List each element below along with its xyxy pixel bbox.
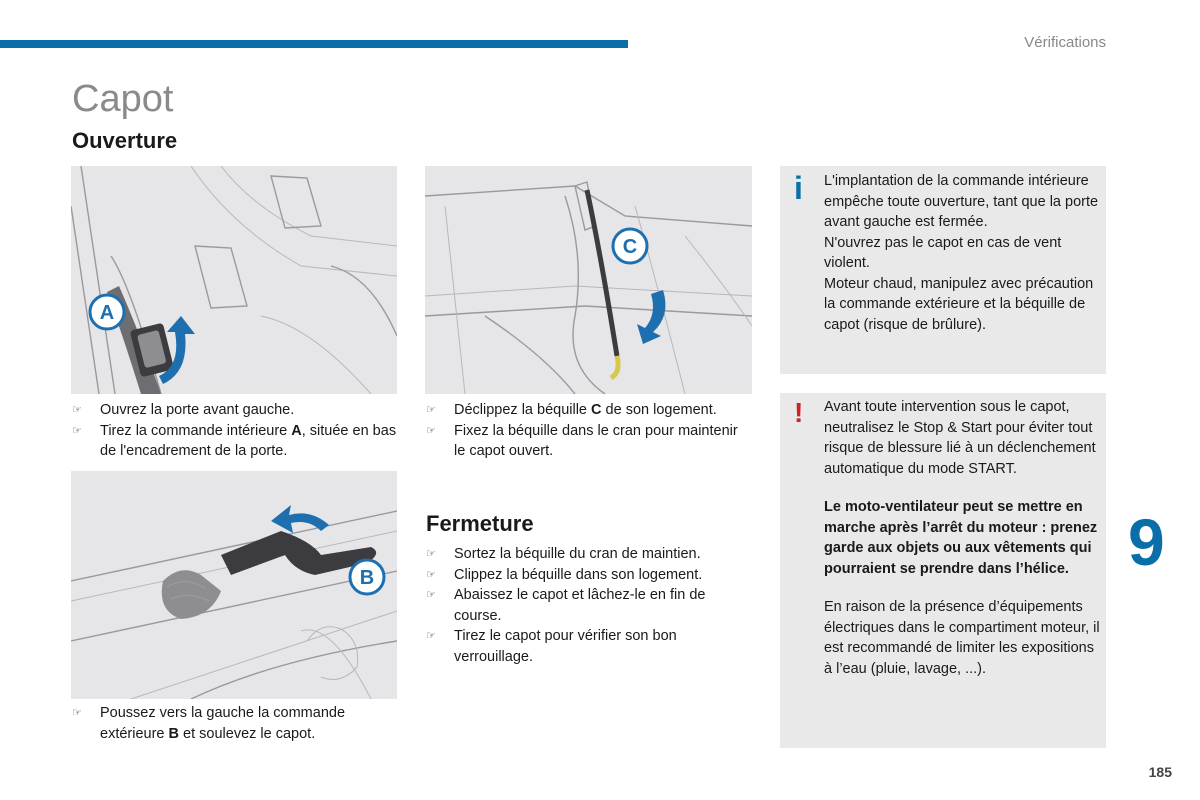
info-icon: i xyxy=(794,170,803,206)
opening-heading: Ouverture xyxy=(72,128,178,153)
step-item: ☞ Clippez la béquille dans son logement. xyxy=(426,565,752,586)
illustration-interior-release-a xyxy=(71,166,397,394)
bullet-icon: ☞ xyxy=(426,630,436,642)
chapter-number: 9 xyxy=(1128,505,1165,579)
illustration-exterior-release-b xyxy=(71,471,397,699)
callout-a xyxy=(90,295,124,329)
callout-c-letter: C xyxy=(622,236,638,258)
warning-intro: Avant toute intervention sous le capot, neutralisez le Stop & Start pour éviter tout risque de blessure lié à un déclenchement automatique du mode START. xyxy=(824,399,1096,477)
info-box xyxy=(780,166,1106,374)
page-number: 185 xyxy=(1148,764,1172,780)
bullet-icon: ☞ xyxy=(72,707,82,719)
header-accent-bar xyxy=(0,40,628,48)
hood-prop-drawing xyxy=(425,166,752,394)
steps-interior-release xyxy=(72,400,398,462)
warning-box xyxy=(780,393,1106,748)
steps-hood-prop xyxy=(426,400,752,462)
illustration-hood-prop-c xyxy=(425,166,752,394)
interior-release-drawing xyxy=(71,166,397,394)
warning-outro: En raison de la présence d’équipements électriques dans le compartiment moteur, il est recommandé de limiter les expositions à l’eau (pluie, lavage, ...). xyxy=(824,599,1100,677)
callout-c xyxy=(613,229,647,263)
bullet-icon: ☞ xyxy=(426,568,436,581)
closing-heading: Fermeture xyxy=(426,511,534,536)
step-item: ☞ Abaissez le capot et lâchez-le en fin de course. xyxy=(426,587,706,624)
step-item: ☞ Sortez la béquille du cran de maintien. xyxy=(426,544,752,565)
section-name: Vérifications xyxy=(1024,34,1106,51)
warning-bold: Le moto-ventilateur peut se mettre en marche après l’arrêt du moteur : prenez garde aux objets ou aux vêtements qui pourraient se prendre dans l’hélice. xyxy=(824,499,1098,577)
step-item: ☞ Tirez le capot pour vérifier son bon verrouillage. xyxy=(426,628,677,665)
bullet-icon: ☞ xyxy=(72,424,82,437)
info-text: N'ouvrez pas le capot en cas de vent violent. xyxy=(824,234,1062,271)
bullet-icon: ☞ xyxy=(426,404,436,416)
step-item: ☞ Ouvrez la porte avant gauche. xyxy=(72,400,398,421)
info-text: L'implantation de la commande intérieure empêche toute ouverture, tant que la porte avant gauche est fermée. xyxy=(824,173,1099,230)
steps-exterior-release xyxy=(72,703,398,744)
info-text: Moteur chaud, manipulez avec précaution la commande extérieure et la béquille de capot (risque de brûlure). xyxy=(824,275,1094,333)
callout-b xyxy=(350,560,384,594)
page-title: Capot xyxy=(72,78,174,120)
step-item: ☞ Tirez la commande intérieure A, située en bas de l'encadrement de la porte. xyxy=(72,422,397,459)
bullet-icon: ☞ xyxy=(72,404,82,416)
step-item: ☞ Fixez la béquille dans le cran pour maintenir le capot ouvert. xyxy=(426,422,738,459)
step-item: ☞ Déclippez la béquille C de son logement. xyxy=(426,400,752,421)
exterior-release-drawing xyxy=(71,471,397,699)
bullet-icon: ☞ xyxy=(426,548,436,560)
warning-icon: ! xyxy=(794,397,804,428)
callout-a-letter: A xyxy=(99,302,115,324)
step-item: ☞ Poussez vers la gauche la commande extérieure B et soulevez le capot. xyxy=(72,705,346,742)
bullet-icon: ☞ xyxy=(426,424,436,437)
callout-b-letter: B xyxy=(359,567,375,589)
steps-closing xyxy=(426,544,752,667)
bullet-icon: ☞ xyxy=(426,589,436,601)
